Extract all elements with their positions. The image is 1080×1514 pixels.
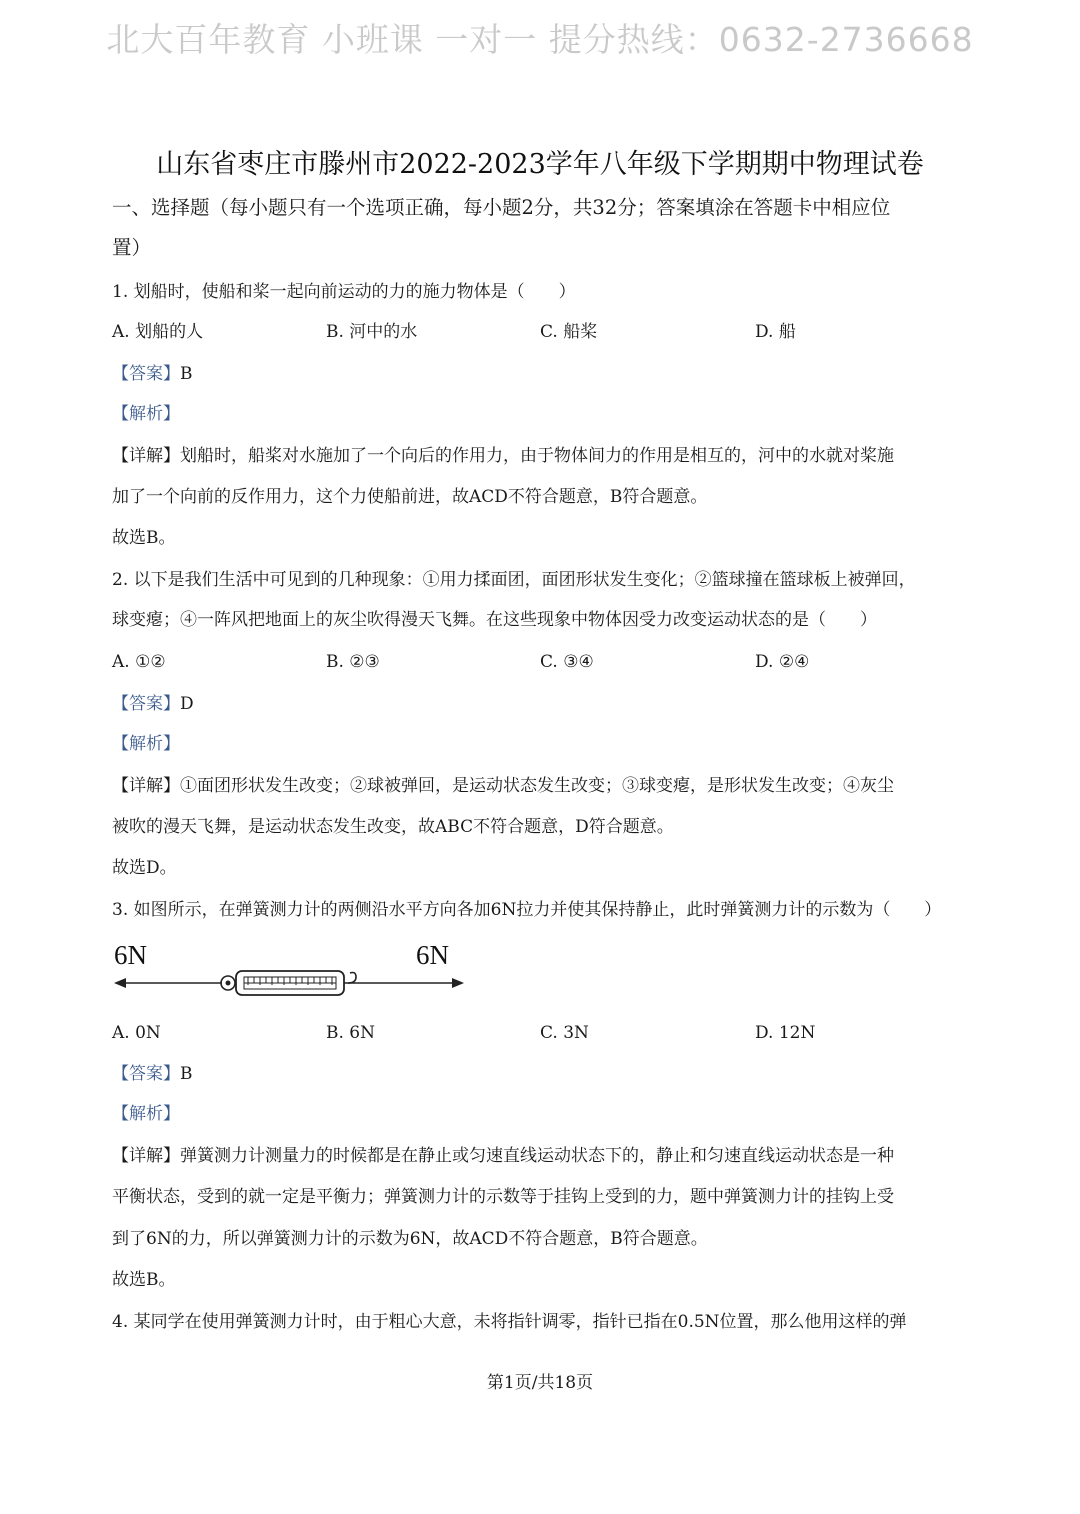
q3-analysis	[112, 1104, 982, 1124]
q2-detail-line2: 被吹的漫天飞舞，是运动状态发生改变，故ABC不符合题意，D符合题意。	[112, 817, 674, 837]
answer-tag: 【答案】	[112, 1064, 180, 1084]
section-heading-line1: 一、选择题（每小题只有一个选项正确，每小题2分，共32分；答案填涂在答题卡中相应位	[112, 196, 891, 219]
q1-detail-line2: 加了一个向前的反作用力，这个力使船前进，故ACD不符合题意，B符合题意。	[112, 487, 708, 507]
q3-detail-text: 弹簧测力计测量力的时候都是在静止或匀速直线运动状态下的，静止和匀速直线运动状态是一种	[180, 1146, 894, 1166]
q1-answer	[112, 364, 982, 384]
q3-answer-value: B	[180, 1064, 193, 1084]
detail-tag: 【详解】	[112, 446, 180, 466]
q1-analysis	[112, 404, 982, 424]
q3-detail-line2: 平衡状态，受到的就一定是平衡力；弹簧测力计的示数等于挂钩上受到的力，题中弹簧测力计的挂钩上受	[112, 1187, 894, 1207]
q2-option-d: D. ②④	[755, 652, 810, 672]
spring-scale-diagram	[108, 936, 478, 1006]
q3-answer	[112, 1064, 982, 1084]
q1-option-d: D. 船	[755, 322, 796, 342]
q3-stem: 3. 如图所示，在弹簧测力计的两侧沿水平方向各加6N拉力并使其保持静止，此时弹簧测力计的示数为（ ）	[112, 900, 942, 920]
q2-option-b: B. ②③	[326, 652, 380, 672]
q1-stem: 1. 划船时，使船和桨一起向前运动的力的施力物体是（ ）	[112, 282, 576, 302]
answer-tag: 【答案】	[112, 694, 180, 714]
q2-stem-line2: 球变瘪；④一阵风把地面上的灰尘吹得漫天飞舞。在这些现象中物体因受力改变运动状态的是（ ）	[112, 610, 877, 630]
left-arrow-head	[114, 978, 126, 988]
q4-stem-line1: 4. 某同学在使用弹簧测力计时，由于粗心大意，未将指针调零，指针已指在0.5N位置，那么他用这样的弹	[112, 1312, 907, 1332]
right-force-label: 6N	[416, 940, 449, 970]
detail-tag: 【详解】	[112, 776, 180, 796]
q3-option-b: B. 6N	[326, 1023, 375, 1043]
q1-detail-text: 划船时，船桨对水施加了一个向后的作用力，由于物体间力的作用是相互的，河中的水就对桨施	[180, 446, 894, 466]
scale-hook	[344, 973, 356, 984]
q2-conclusion: 故选D。	[112, 858, 177, 878]
q3-detail-line1	[112, 1146, 982, 1166]
analysis-tag: 【解析】	[112, 404, 180, 424]
q2-analysis	[112, 734, 982, 754]
q3-conclusion: 故选B。	[112, 1270, 176, 1290]
section-heading-line2: 置）	[112, 236, 152, 259]
q1-conclusion: 故选B。	[112, 528, 176, 548]
q2-answer-value: D	[180, 694, 194, 714]
spring-scale-figure	[108, 936, 478, 1010]
q2-detail-line1	[112, 776, 982, 796]
q3-option-c: C. 3N	[540, 1023, 589, 1043]
page-footer: 第1页/共18页	[486, 1373, 594, 1393]
q3-option-a: A. 0N	[112, 1023, 161, 1043]
q2-option-c: C. ③④	[540, 652, 594, 672]
watermark-banner: 北大百年教育 小班课 一对一 提分热线：0632-2736668	[106, 20, 974, 59]
answer-tag: 【答案】	[112, 364, 180, 384]
analysis-tag: 【解析】	[112, 734, 180, 754]
detail-tag: 【详解】	[112, 1146, 180, 1166]
q2-detail-text: ①面团形状发生改变；②球被弹回，是运动状态发生改变；③球变瘪，是形状发生改变；④灰尘	[180, 776, 894, 796]
right-arrow-head	[452, 978, 464, 988]
q1-option-c: C. 船桨	[540, 322, 598, 342]
q2-option-a: A. ①②	[112, 652, 166, 672]
q2-answer	[112, 694, 982, 714]
q1-detail-line1	[112, 446, 982, 466]
q3-detail-line3: 到了6N的力，所以弹簧测力计的示数为6N，故ACD不符合题意，B符合题意。	[112, 1229, 708, 1249]
scale-ring-center	[226, 981, 231, 986]
q1-option-a: A. 划船的人	[112, 322, 204, 342]
analysis-tag: 【解析】	[112, 1104, 180, 1124]
q1-option-b: B. 河中的水	[326, 322, 418, 342]
q3-option-d: D. 12N	[755, 1023, 816, 1043]
left-force-label: 6N	[114, 940, 147, 970]
page-title: 山东省枣庄市滕州市2022-2023学年八年级下学期期中物理试卷	[156, 149, 924, 180]
q1-answer-value: B	[180, 364, 193, 384]
q2-stem-line1: 2. 以下是我们生活中可见到的几种现象：①用力揉面团，面团形状发生变化；②篮球撞在篮球板上被弹回，	[112, 570, 916, 590]
